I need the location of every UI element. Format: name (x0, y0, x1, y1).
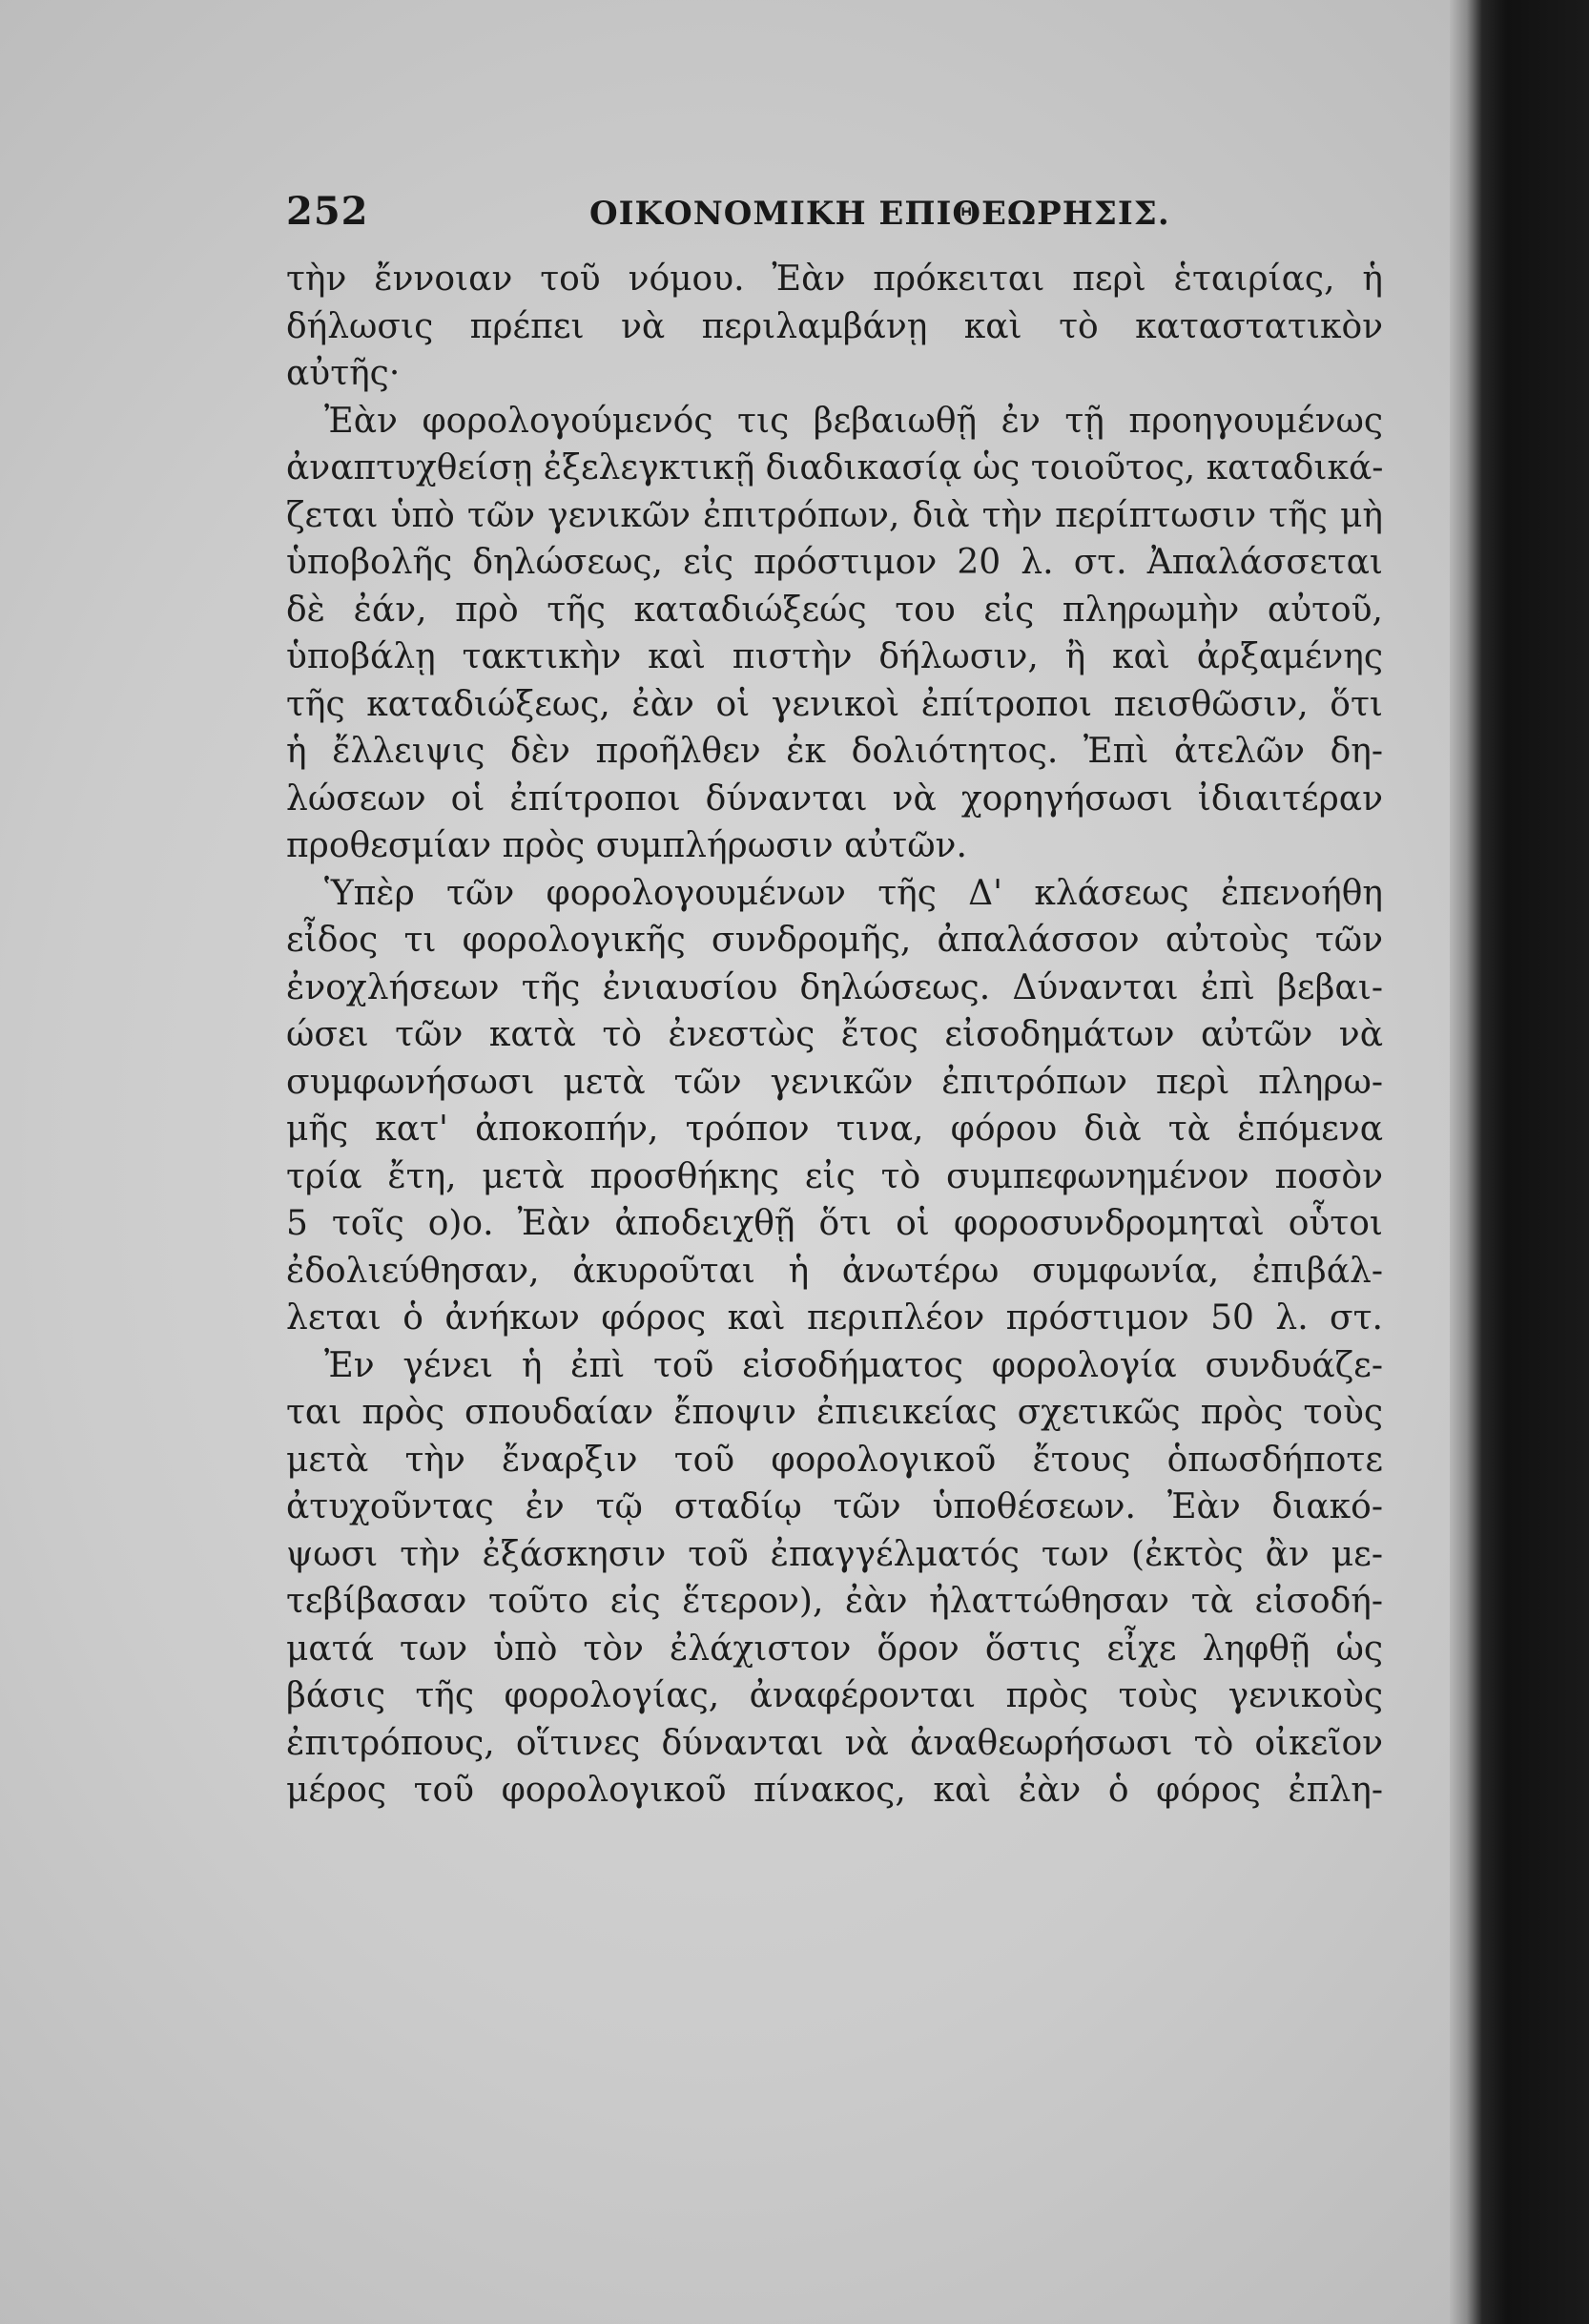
text-line: Ἐν γένει ἡ ἐπὶ τοῦ εἰσοδήματος φορολογία συνδυάζε- (324, 1345, 1383, 1385)
text-line: ἐπιτρόπους, οἵτινες δύνανται νὰ ἀναθεωρήσωσι τὸ οἰκεῖον (286, 1723, 1383, 1763)
text-line: Ἐὰν φορολογούμενός τις βεβαιωθῇ ἐν τῇ προηγουμένως (324, 401, 1383, 441)
page-header (286, 189, 1240, 246)
running-title: ΟΙΚΟΝΟΜΙΚΗ ΕΠΙΘΕΩΡΗΣΙΣ. (589, 195, 1170, 233)
text-line: ώσει τῶν κατὰ τὸ ἐνεστὼς ἔτος εἰσοδημάτων αὐτῶν νὰ (286, 1015, 1383, 1054)
text-line: ὑποβάλῃ τακτικὴν καὶ πιστὴν δήλωσιν, ἢ καὶ ἀρξαμένης (286, 637, 1383, 676)
text-line: μετὰ τὴν ἔναρξιν τοῦ φορολογικοῦ ἔτους ὁπωσδήποτε (286, 1440, 1383, 1480)
text-line: εἶδος τι φορολογικῆς συνδρομῆς, ἀπαλάσσον αὐτοὺς τῶν (286, 921, 1383, 960)
text-line: τεβίβασαν τοῦτο εἰς ἕτερον), ἐὰν ἠλαττώθησαν τὰ εἰσοδή- (286, 1582, 1383, 1621)
text-line: δὲ ἐάν, πρὸ τῆς καταδιώξεώς του εἰς πληρωμὴν αὐτοῦ, (286, 590, 1383, 630)
text-line: ψωσι τὴν ἐξάσκησιν τοῦ ἐπαγγέλματός των (ἐκτὸς ἂν με- (286, 1534, 1383, 1574)
text-line: ἡ ἔλλειψις δὲν προῆλθεν ἐκ δολιότητος. Ἐπὶ ἀτελῶν δη- (286, 732, 1383, 771)
text-line: ἀτυχοῦντας ἐν τῷ σταδίῳ τῶν ὑποθέσεων. Ἐὰν διακό- (286, 1487, 1383, 1526)
text-line: βάσις τῆς φορολογίας, ἀναφέρονται πρὸς τοὺς γενικοὺς (286, 1676, 1383, 1715)
text-line: συμφωνήσωσι μετὰ τῶν γενικῶν ἐπιτρόπων περὶ πληρω- (286, 1062, 1383, 1102)
text-line: τῆς καταδιώξεως, ἐὰν οἱ γενικοὶ ἐπίτροποι πεισθῶσιν, ὅτι (286, 684, 1383, 724)
text-line: ἀναπτυχθείσῃ ἐξελεγκτικῇ διαδικασίᾳ ὡς τοιοῦτος, καταδικά- (286, 448, 1384, 488)
page-number: 252 (286, 189, 369, 234)
text-line: τρία ἔτη, μετὰ προσθήκης εἰς τὸ συμπεφωνημένον ποσὸν (286, 1156, 1383, 1196)
text-line: ἐνοχλήσεων τῆς ἐνιαυσίου δηλώσεως. Δύνανται ἐπὶ βεβαι- (286, 967, 1383, 1007)
text-line: δήλωσις πρέπει νὰ περιλαμβάνῃ καὶ τὸ καταστατικὸν (286, 306, 1383, 346)
text-line: ματά των ὑπὸ τὸν ἐλάχιστον ὅρον ὅστις εἶχε ληφθῇ ὡς (286, 1629, 1383, 1669)
text-line: λεται ὁ ἀνήκων φόρος καὶ περιπλέον πρόστιμον 50 λ. στ. (286, 1298, 1383, 1338)
text-line: ὑποβολῆς δηλώσεως, εἰς πρόστιμον 20 λ. στ. Ἀπαλάσσεται (286, 543, 1383, 582)
text-line: τὴν ἔννοιαν τοῦ νόμου. Ἐὰν πρόκειται περὶ ἑταιρίας, ἡ (286, 259, 1383, 299)
text-line: ζεται ὑπὸ τῶν γενικῶν ἐπιτρόπων, διὰ τὴν περίπτωσιν τῆς μὴ (286, 495, 1383, 535)
text-line: Ὑπὲρ τῶν φορολογουμένων τῆς Δ' κλάσεως ἐπενοήθη (324, 873, 1383, 913)
text-line: λώσεων οἱ ἐπίτροποι δύνανται νὰ χορηγήσωσι ἰδιαιτέραν (286, 778, 1383, 819)
text-line: ται πρὸς σπουδαίαν ἔποψιν ἐπιεικείας σχετικῶς πρὸς τοὺς (286, 1393, 1383, 1432)
body-text (286, 256, 1383, 1815)
text-line: μέρος τοῦ φορολογικοῦ πίνακος, καὶ ἐὰν ὁ φόρος ἐπλη- (286, 1771, 1383, 1810)
text-line: 5 τοῖς ο)ο. Ἐὰν ἀποδειχθῇ ὅτι οἱ φοροσυνδρομηταὶ οὗτοι (286, 1204, 1383, 1243)
text-line: αὐτῆς· (286, 354, 401, 393)
text-line: ἐδολιεύθησαν, ἀκυροῦται ἡ ἀνωτέρω συμφωνία, ἐπιβάλ- (286, 1251, 1383, 1291)
book-gutter (1450, 0, 1589, 2324)
text-line: μῆς κατ' ἀποκοπήν, τρόπον τινα, φόρου διὰ τὰ ἑπόμενα (286, 1110, 1383, 1149)
text-line: προθεσμίαν πρὸς συμπλήρωσιν αὐτῶν. (286, 826, 967, 865)
